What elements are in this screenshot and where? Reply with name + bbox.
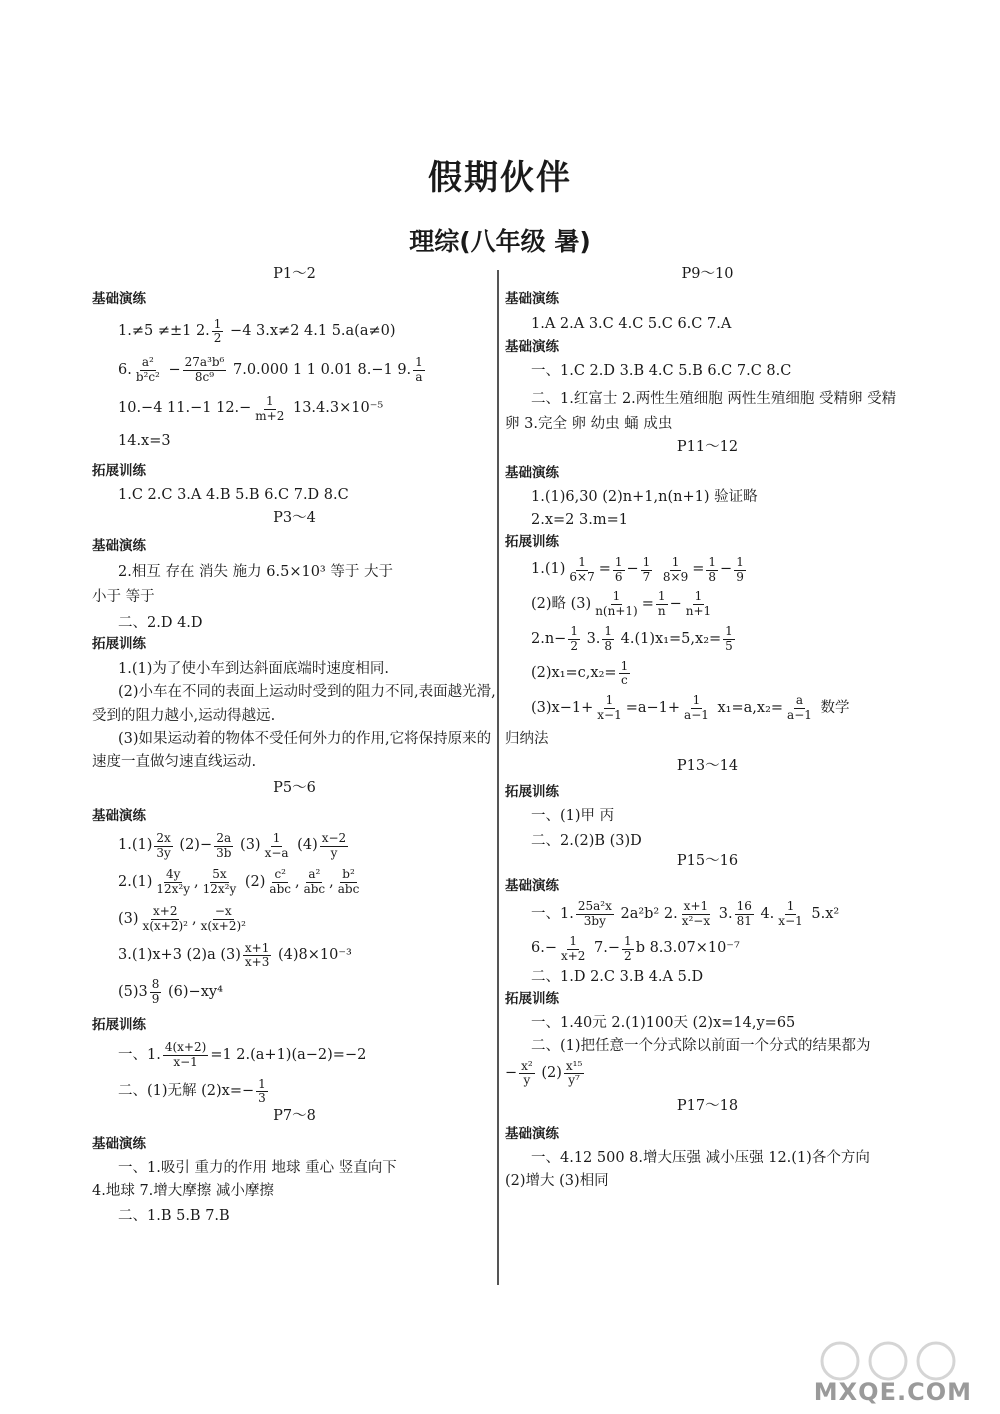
answer-line: 2.(1) $\frac{4y}{\text{12x²y}}$ , $\frac{5x}{\text{12x²y}}$ (2) $\frac{\text{c²}}{\text{abc}}$ , $\frac{\text{a²}}{\text{abc}}$ , $\frac{\text{b²}}{\text{abc}}$ [118,867,360,897]
fraction-numerator: 1 [657,589,666,604]
fraction [154,868,192,897]
answer-line [505,363,910,380]
fraction-denominator: 8c⁹ [194,369,215,384]
answer-line [92,487,497,504]
answer-text: 7.0.000 1 1 0.01 8.−1 9. [228,361,412,378]
fraction-denominator: 3by [583,913,606,928]
answer-text: = [598,561,611,578]
fraction-denominator: x²−x [681,913,711,928]
fraction [336,868,362,897]
fraction-numerator: 25a²x [577,899,612,914]
fraction-numerator: 2a [216,830,232,845]
answer-text: 4.(1)x₁=5,x₂= [616,630,722,647]
fraction [150,978,162,1007]
answer-text: (2)x₁=c,x₂= [531,665,617,682]
fraction-denominator: b²c² [135,369,160,384]
fraction [656,590,668,619]
page-range-label: P7～8 [273,1108,316,1125]
fraction-denominator: 8 [708,569,717,584]
fraction-numerator: 1 [624,933,632,948]
answer-text: (2) [536,1065,562,1082]
answer-line [92,564,497,581]
answer-text: 数学 [815,699,850,716]
answer-text: 小于 等于 [92,589,155,606]
fraction-numerator: −x [214,903,232,918]
fraction-numerator: 1 [570,624,578,639]
section-heading-extend: 拓展训练 [92,462,146,479]
fraction-numerator: 1 [213,316,222,331]
answer-text: 2.相互 存在 消失 施力 6.5×10³ 等于 大于 [118,563,393,580]
answer-text: 一、(1)甲 丙 [531,807,615,824]
section-heading-basic: 基础演练 [92,537,146,554]
section-heading-basic: 基础演练 [505,464,559,481]
watermark-text: MXQE.COM [813,1378,972,1406]
answer-line [505,316,910,333]
fraction [214,832,233,861]
fraction [776,900,804,929]
fraction-denominator: 7 [642,569,651,584]
fraction-denominator: a [415,369,423,384]
fraction [684,590,713,619]
fraction [320,832,348,861]
answer-text: 4. [755,905,775,922]
fraction-denominator: 81 [736,913,752,928]
answer-line [505,1015,910,1032]
left-column [92,266,497,1226]
answer-line [92,1078,497,1107]
answer-line [505,833,910,850]
answer-text: 13.4.3×10⁻⁵ [288,400,384,417]
answer-text: − [626,561,639,578]
answer-line [92,1208,497,1225]
answer-text: 二、(1)无解 (2)x=− [118,1083,255,1100]
fraction-numerator: 5x [212,867,227,882]
fraction-denominator: x−1 [173,1054,198,1069]
fraction-denominator: m+2 [255,408,285,423]
fraction [413,356,425,385]
answer-text: 3. [714,905,733,922]
answer-line [92,589,497,606]
page-title: 假期伙伴 [428,158,572,198]
page-range-label: P13～14 [676,758,739,775]
answer-text: 2a²b² 2. [615,905,678,922]
answer-text: 10.−4 11.−1 12.− [118,400,252,417]
answer-line [92,1183,497,1200]
answer-text: 2.n− [531,630,567,647]
answer-text: 2.x=2 3.m=1 [531,512,628,529]
answer-line [505,1173,910,1190]
answer-line [92,978,497,1007]
answer-text: = [692,561,705,578]
fraction-denominator: 12x²y [156,882,191,897]
answer-text: (4) [292,837,318,854]
fraction-numerator: 1 [614,554,623,569]
fraction-numerator: x+2 [153,903,178,918]
answer-line [92,395,497,424]
fraction [613,556,625,585]
section-heading-basic: 基础演练 [505,877,559,894]
fraction-denominator: x(x+2)² [200,918,246,933]
answer-text: b 8.3.07×10⁻⁷ [635,940,740,957]
fraction-denominator: 9 [736,569,744,584]
right-column [505,266,910,1191]
fraction [619,660,631,689]
answer-text: (3) [235,837,261,854]
answer-text: 1.A 2.A 3.C 4.C 5.C 6.C 7.A [531,315,732,332]
answer-text: (4)8×10⁻³ [273,947,352,964]
fraction [622,935,634,964]
answer-text: 1.(1) [531,561,566,578]
section-heading-extend: 拓展训练 [505,533,559,550]
answer-text: 一、1.40元 2.(1)100天 (2)x=14,y=65 [531,1014,796,1031]
section-heading-extend: 拓展训练 [505,783,559,800]
answer-text: 二、1.D 2.C 3.B 4.A 5.D [531,969,704,986]
answer-text: 1.≠5 ≠±1 2. [118,323,210,340]
page-range-label: P3～4 [273,510,316,527]
answer-line [505,1150,910,1167]
fraction-numerator: x+1 [244,940,270,955]
page-subtitle: 理综(八年级 暑) [409,227,591,256]
answer-text: 二、2.D 4.D [118,614,203,631]
answer-text: 7.− [589,940,621,957]
page-range-label: P17～18 [676,1098,739,1115]
answer-text: (2)增大 (3)相同 [505,1173,609,1190]
answer-paragraph: 1.(1)为了使小车到达斜面底端时速度相同. [118,661,389,678]
section-heading-extend: 拓展训练 [92,1016,146,1033]
fraction-numerator: 1 [415,355,423,370]
fraction-denominator: x−a [264,845,289,860]
answer-text: 3. [581,630,601,647]
fraction-denominator: 6 [614,569,623,584]
answer-line [505,808,910,825]
answer-line [505,731,910,748]
answer-text: (2) [240,873,266,890]
answer-line [505,556,910,585]
fraction [263,832,291,861]
fraction [595,694,623,723]
answer-text: 1.(1) [118,837,153,854]
answer-line [92,942,497,971]
fraction [256,1078,268,1107]
fraction [154,832,172,861]
fraction-denominator: y [523,1073,531,1088]
fraction-denominator: 5 [725,638,733,653]
fraction-denominator: 3b [216,845,232,860]
fraction-numerator: 1 [569,933,578,948]
fraction [134,356,162,385]
fraction-denominator: x+3 [244,955,270,970]
fraction-denominator: x−1 [597,708,622,723]
fraction-numerator: 1 [612,589,621,604]
fraction [567,556,596,585]
section-heading-basic: 基础演练 [505,1125,559,1142]
fraction-numerator: 16 [736,899,752,914]
fraction [141,905,190,934]
fraction [199,905,248,934]
answer-text: − [669,596,682,613]
fraction-numerator: x¹⁵ [565,1058,583,1073]
answer-line [92,356,497,385]
fraction-numerator: 1 [258,1076,266,1091]
answer-line [505,694,910,723]
fraction [243,942,271,971]
fraction-denominator: a−1 [787,708,812,723]
answer-text: − [505,1065,518,1082]
fraction-denominator: n(n+1) [595,604,638,619]
fraction-numerator: x+1 [683,899,709,914]
answer-line [505,489,910,506]
answer-line [505,660,910,689]
answer-text: 二、1.B 5.B 7.B [118,1208,230,1225]
answer-text [654,561,659,578]
fraction-numerator: 1 [671,554,680,569]
answer-text: 5.x² [806,905,840,922]
fraction-numerator: 1 [620,658,629,673]
page-range-label: P5～6 [273,780,316,797]
column-divider [497,270,499,1285]
fraction [568,625,580,654]
fraction [576,900,614,929]
fraction-denominator: y⁷ [568,1073,580,1088]
section-heading-basic: 基础演练 [505,338,559,355]
fraction-numerator: 1 [708,554,717,569]
fraction [723,625,735,654]
fraction-denominator: x+2 [560,948,586,963]
fraction-denominator: c [621,673,628,688]
fraction-denominator: 8×9 [662,569,689,584]
fraction [201,868,239,897]
fraction-denominator: x−1 [778,913,803,928]
fraction-numerator: a [795,693,804,708]
fraction-numerator: 1 [604,624,613,639]
answer-line [505,1060,910,1089]
answer-text: 一、1. [118,1046,161,1063]
fraction [734,556,746,585]
answer-text: 1.C 2.C 3.A 4.B 5.B 6.C 7.D 8.C [118,486,349,503]
answer-text: (3) [118,910,139,927]
fraction-denominator: abc [337,882,360,897]
answer-line [92,318,497,347]
section-heading-extend: 拓展训练 [505,990,559,1007]
answer-text: − [163,361,181,378]
fraction [593,590,640,619]
answer-text: (5)3 [118,983,148,1000]
fraction [641,556,653,585]
fraction-numerator: 1 [786,899,795,914]
fraction-numerator: b² [342,867,355,882]
fraction-denominator: 2 [570,638,578,653]
fraction [212,318,224,347]
fraction [682,694,711,723]
answer-line [92,1160,497,1177]
fraction [519,1060,535,1089]
fraction-denominator: 3 [258,1091,266,1106]
fraction [564,1060,584,1089]
fraction-numerator: 1 [642,554,651,569]
answer-text: 2.(1) [118,873,153,890]
answer-text: (2)略 (3) [531,596,592,613]
answer-text: − [720,561,733,578]
fraction-numerator: x² [521,1058,533,1073]
answer-line [92,433,497,450]
fraction [680,900,712,929]
section-heading-basic: 基础演练 [92,807,146,824]
answer-line [505,625,910,654]
fraction-denominator: 2 [213,331,222,346]
fraction-numerator: 1 [725,624,733,639]
answer-line [505,1038,910,1055]
fraction-numerator: a² [141,355,154,370]
fraction-numerator: 4y [165,867,181,882]
section-heading-basic: 基础演练 [505,291,559,308]
fraction [163,1041,208,1070]
answer-paragraph: (3)如果运动着的物体不受任何外力的作用,它将保持原来的速度一直做匀速直线运动. [92,730,492,771]
answer-text: −4 3.x≠2 4.1 5.a(a≠0) [225,323,396,340]
fraction [559,935,587,964]
answer-line [505,512,910,529]
fraction-numerator: 1 [694,589,703,604]
answer-line [505,900,910,929]
answer-text: 二、(1)把任意一个分式除以前面一个分式的结果都为 [531,1038,871,1055]
fraction-denominator: y [330,845,338,860]
fraction-numerator: 1 [266,393,274,408]
answer-text: =1 2.(a+1)(a−2)=−2 [210,1046,367,1063]
fraction-denominator: n [657,604,666,619]
fraction-numerator: 4(x+2) [164,1039,207,1054]
page-range-label: P15～16 [676,852,739,869]
answer-text: (6)−xy⁴ [163,983,223,1000]
answer-text: x₁=a,x₂= [712,699,784,716]
fraction-denominator: 2 [624,948,632,963]
section-heading-basic: 基础演练 [92,1135,146,1152]
answer-text: 一、1.C 2.D 3.B 4.C 5.B 6.C 7.C 8.C [531,363,792,380]
watermark-circle [822,1343,858,1379]
fraction [661,556,690,585]
fraction-denominator: n+1 [685,604,712,619]
answer-line [505,969,910,986]
fraction-numerator: 27a³b⁶ [184,355,225,370]
fraction [785,694,814,723]
answer-text: = [641,596,654,613]
fraction-denominator: abc [269,882,291,897]
fraction-numerator: 8 [151,977,160,992]
answer-text: =a−1+ [625,699,681,716]
answer-line [505,590,910,619]
answer-text: 二、2.(2)B (3)D [531,833,642,850]
fraction-denominator: x(x+2)² [142,918,188,933]
answer-text: (2)− [174,837,213,854]
answer-line [505,935,910,964]
fraction-numerator: 1 [272,830,281,845]
answer-text: 6. [118,361,132,378]
answer-text: 3.(1)x+3 (2)a (3) [118,947,241,964]
fraction-numerator: 1 [736,554,744,569]
answer-line [92,615,497,632]
answer-text: 4.地球 7.增大摩擦 减小摩擦 [92,1183,274,1200]
answer-line [92,1041,497,1070]
answer-text: 一、1. [531,905,574,922]
fraction [253,395,286,424]
watermark-circle [870,1343,906,1379]
answer-paragraph: (2)小车在不同的表面上运动时受到的阻力不同,表面越光滑,受到的阻力越小,运动得越远. [92,684,496,724]
answer-text: 14.x=3 [118,433,171,450]
fraction [267,868,293,897]
fraction-numerator: 2x [156,830,171,845]
page-range-label: P1～2 [273,266,316,282]
fraction-denominator: 9 [151,991,160,1006]
fraction [602,625,614,654]
fraction [302,868,328,897]
section-heading-extend: 拓展训练 [92,636,146,653]
fraction-denominator: a−1 [684,708,709,723]
fraction-numerator: x−2 [321,830,347,845]
fraction-numerator: 1 [692,693,701,708]
fraction-denominator: 8 [604,638,613,653]
fraction-denominator: 6×7 [569,569,595,584]
fraction-numerator: 1 [578,554,586,569]
fraction-numerator: a² [308,867,321,882]
answer-line [92,832,497,861]
fraction-numerator: 1 [605,693,614,708]
answer-text: 归纳法 [505,730,549,747]
answer-text: 一、4.12 500 8.增大压强 减小压强 12.(1)各个方向 [531,1149,870,1166]
watermark-circle [918,1343,954,1379]
answer-text: 6.− [531,940,557,957]
answer-paragraph: 二、1.红富士 2.两性生殖细胞 两性生殖细胞 受精卵 受精卵 3.完全 卵 幼虫 蛹 成虫 [505,390,897,432]
fraction-denominator: abc [303,882,326,897]
fraction-denominator: 3y [156,845,171,860]
fraction [183,356,227,385]
page-range-label: P9～10 [681,266,734,282]
fraction [735,900,754,929]
section-heading-basic: 基础演练 [92,291,146,308]
answer-text: 一、1.吸引 重力的作用 地球 重心 竖直向下 [118,1159,397,1176]
fraction-denominator: 12x²y [202,882,237,897]
fraction-numerator: c² [274,867,286,882]
fraction [706,556,718,585]
answer-text: 1.(1)6,30 (2)n+1,n(n+1) 验证略 [531,488,758,505]
page-range-label: P11～12 [676,439,739,456]
answer-text: (3)x−1+ [531,699,594,716]
answer-line: (3) $\frac{x+2}{\text{x(x+2)²}}$ , $\frac{-x}{\text{x(x+2)²}}$ [118,903,246,933]
